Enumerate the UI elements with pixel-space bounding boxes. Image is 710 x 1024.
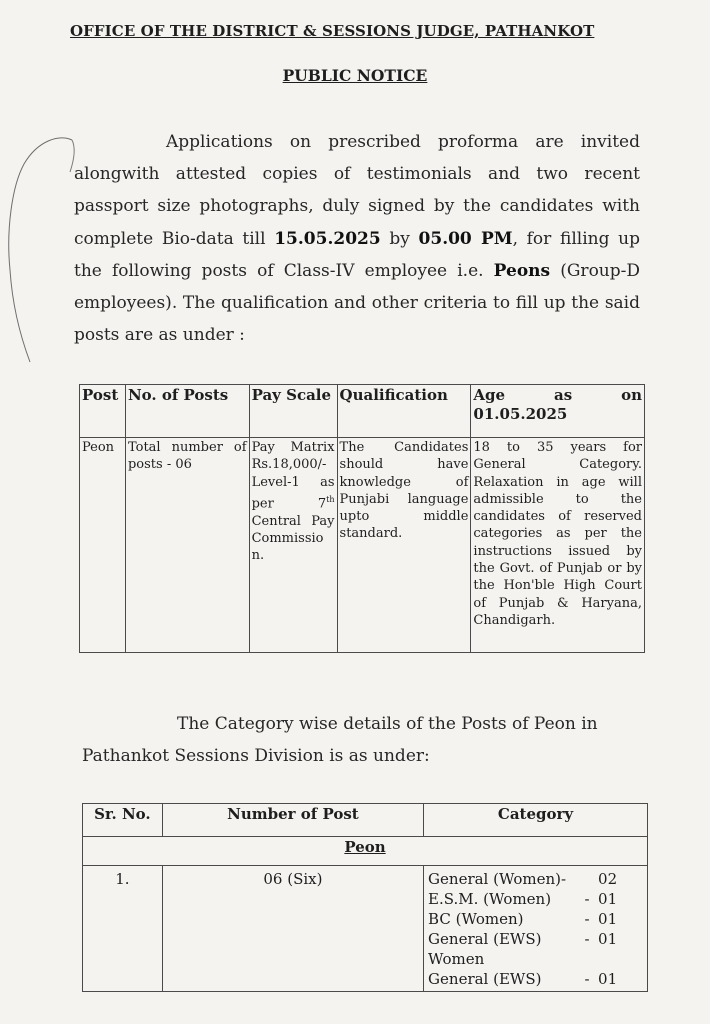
- cell-age: 18 to 35 years for General Category. Relaxation in age will admissible to the candidates of reserved categories as per the instructions issued by the Govt. of Punjab or by the Hon'ble High Court of Punjab & Haryana, Chandigarh.: [471, 438, 645, 653]
- table-header-row: [80, 385, 645, 438]
- age-date: 01.05.2025: [473, 405, 568, 423]
- cell-number-of-post: 06 (Six): [162, 866, 423, 992]
- last-time: 05.00 PM: [418, 228, 513, 249]
- col-category: Category: [424, 804, 648, 837]
- pay-scale-text-2: Central Pay Commissio n.: [251, 513, 335, 564]
- intro-text: Applications on prescribed proforma are invited alongwith attested copies of testimonials and two recent passport size photographs, duly signed by the candidates with complete Bio-data till: [74, 132, 640, 249]
- cell-category: [424, 866, 648, 992]
- category-dash: [576, 869, 598, 889]
- category-count: 01: [598, 890, 618, 908]
- pay-scale-text: Pay Matrix Rs.18,000/- Level-1 as per 7: [251, 440, 335, 512]
- category-dash: -: [584, 970, 590, 988]
- age-label-as: as: [553, 386, 573, 404]
- cell-no-of-posts: Total number of posts - 06: [125, 438, 249, 653]
- category-count: 01: [598, 970, 618, 988]
- post-name: Peons: [493, 260, 551, 281]
- cell-qualification: The Candidates should have knowledge of Punjabi language upto middle standard.: [337, 438, 471, 653]
- category-intro-paragraph: [82, 708, 652, 772]
- cell-pay-scale: [249, 438, 337, 653]
- section-label: Peon: [83, 837, 648, 866]
- col-age: [471, 385, 645, 438]
- list-item: [428, 909, 644, 929]
- category-name: General (EWS): [428, 970, 542, 988]
- col-number-of-post: Number of Post: [162, 804, 423, 837]
- col-post: Post: [80, 385, 126, 438]
- last-date: 15.05.2025: [274, 228, 381, 249]
- category-name: BC (Women): [428, 910, 524, 928]
- col-pay-scale: Pay Scale: [249, 385, 337, 438]
- category-intro-text: The Category wise details of the Posts of Peon in Pathankot Sessions Division is as under:: [82, 714, 598, 766]
- list-item: [428, 889, 644, 909]
- category-name: E.S.M. (Women): [428, 890, 552, 908]
- intro-text-posts: , for filling up the following posts of Class-IV employee i.e.: [74, 228, 640, 281]
- category-name: General (Women)-: [428, 870, 567, 888]
- age-label-on: on: [621, 386, 642, 404]
- list-item: [428, 869, 644, 889]
- col-sr-no: Sr. No.: [83, 804, 163, 837]
- intro-text-end: (Group-D employees). The qualification and other criteria to fill up the said posts are as under :: [74, 260, 641, 346]
- category-dash: -: [584, 890, 590, 908]
- category-count: 01: [598, 930, 618, 948]
- list-item: [428, 949, 644, 969]
- section-row: [83, 837, 648, 866]
- category-list: [425, 867, 646, 989]
- age-label-word: Age: [473, 386, 506, 404]
- category-dash: -: [584, 930, 590, 948]
- category-count: 01: [598, 910, 618, 928]
- pen-mark-icon: [0, 130, 80, 370]
- col-no-of-posts: No. of Posts: [125, 385, 249, 438]
- intro-text-by: by: [380, 228, 419, 249]
- notice-title: PUBLIC NOTICE: [282, 66, 428, 85]
- category-count: [598, 949, 628, 969]
- category-dash: [576, 949, 598, 969]
- pay-scale-sup: th: [326, 494, 335, 504]
- category-dash: -: [584, 910, 590, 928]
- cell-sr-no: 1.: [83, 866, 163, 992]
- cell-post: Peon: [80, 438, 126, 653]
- category-name: Women: [428, 950, 485, 968]
- category-count: 02: [598, 870, 618, 888]
- category-name: General (EWS): [428, 930, 542, 948]
- category-table: [82, 803, 648, 992]
- intro-paragraph: [74, 126, 640, 351]
- col-qualification: Qualification: [337, 385, 471, 438]
- list-item: [428, 969, 644, 989]
- list-item: [428, 929, 644, 949]
- table-header-row: [83, 804, 648, 837]
- office-title: OFFICE OF THE DISTRICT & SESSIONS JUDGE, PATHANKOT: [70, 22, 595, 40]
- table-row: [83, 866, 648, 992]
- table-row: [80, 438, 645, 653]
- posts-table: [79, 384, 645, 653]
